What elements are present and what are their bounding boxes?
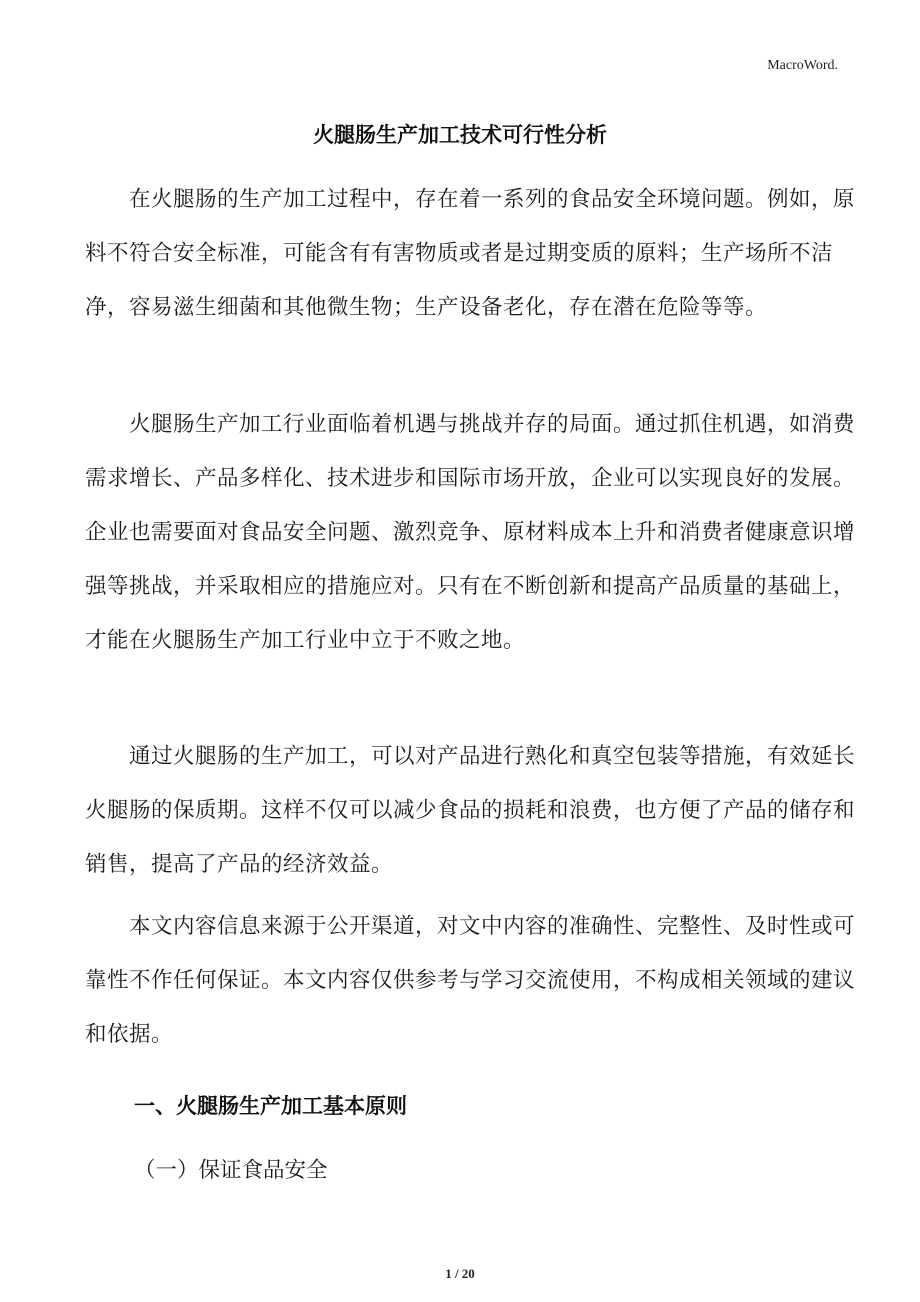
subsection-heading: （一）保证食品安全	[134, 1158, 328, 1183]
paragraph-3: 通过火腿肠的生产加工，可以对产品进行熟化和真空包装等措施，有效延长火腿肠的保质期。这样不仅可以减少食品的损耗和浪费，也方便了产品的储存和销售，提高了产品的经济效益。	[85, 744, 856, 877]
section-heading: 一、火腿肠生产加工基本原则	[134, 1094, 407, 1118]
paragraph-1: 在火腿肠的生产加工过程中，存在着一系列的食品安全环境问题。例如，原料不符合安全标准，可能含有有害物质或者是过期变质的原料；生产场所不洁净，容易滋生细菌和其他微生物；生产设备老化，存在潜在危险等等。	[85, 187, 856, 320]
paragraph-4-block	[85, 900, 865, 1062]
paragraph-1-block	[85, 173, 865, 335]
paragraph-3-block	[85, 730, 865, 892]
paragraph-2-block	[85, 398, 865, 668]
page-title: 火腿肠生产加工技术可行性分析	[313, 123, 607, 147]
header-brand: MacroWord.	[767, 58, 838, 73]
page-number: 1 / 20	[445, 1266, 475, 1281]
paragraph-4: 本文内容信息来源于公开渠道，对文中内容的准确性、完整性、及时性或可靠性不作任何保证。本文内容仅供参考与学习交流使用，不构成相关领域的建议和依据。	[85, 914, 856, 1047]
paragraph-2: 火腿肠生产加工行业面临着机遇与挑战并存的局面。通过抓住机遇，如消费需求增长、产品多样化、技术进步和国际市场开放，企业可以实现良好的发展。企业也需要面对食品安全问题、激烈竞争、原材料成本上升和消费者健康意识增强等挑战，并采取相应的措施应对。只有在不断创新和提高产品质量的基础上，才能在火腿肠生产加工行业中立于不败之地。	[85, 412, 856, 653]
